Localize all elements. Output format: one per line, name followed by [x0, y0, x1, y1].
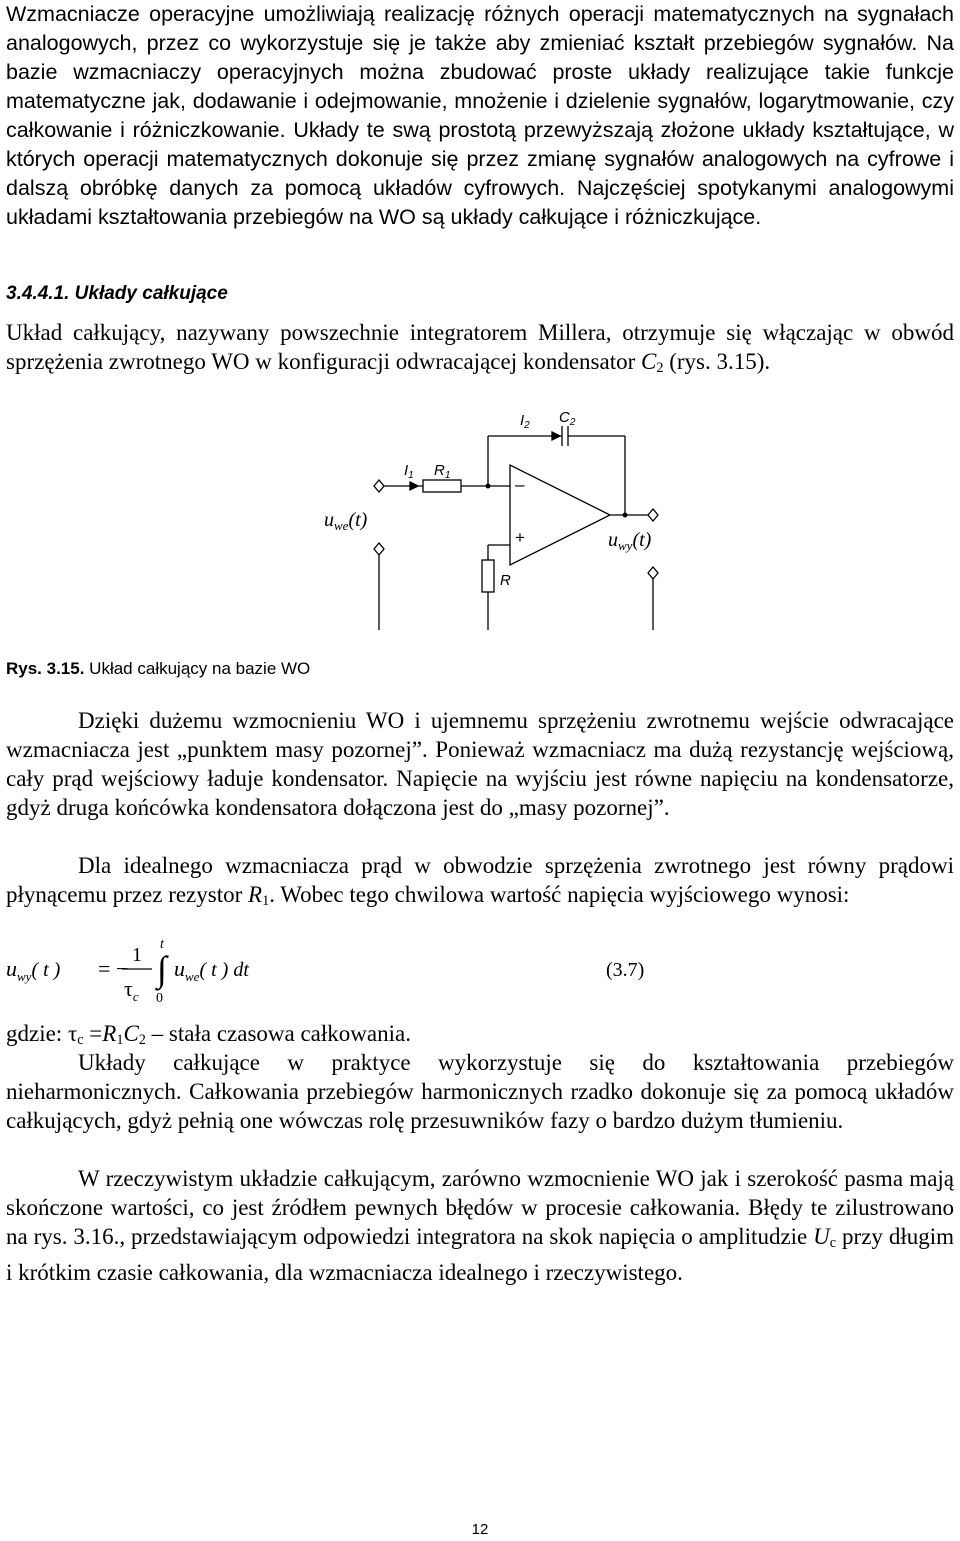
resistor-r	[482, 560, 494, 592]
formula-numerator: 1	[132, 944, 142, 966]
integrator-circuit-diagram	[324, 408, 710, 638]
tau-subscript: c	[77, 1032, 84, 1048]
where-text-a: gdzie: τ	[6, 1021, 78, 1046]
where-capacitor-subscript: 2	[138, 1032, 146, 1048]
figure-caption	[6, 659, 310, 679]
formula-lhs: $u_{wy}$( t )	[6, 956, 61, 984]
capacitor-symbol: C	[641, 349, 657, 374]
formula-equals: =	[98, 956, 111, 981]
capacitor-subscript: 2	[656, 360, 664, 376]
page-number: 12	[471, 1521, 489, 1538]
label-input-voltage: $u_{we}(t)$	[324, 509, 368, 533]
resistor-symbol: R	[248, 882, 263, 907]
current-i1-arrow	[410, 482, 418, 490]
section-heading: 3.4.4.1. Układy całkujące	[6, 283, 228, 304]
real-integrator-paragraph	[6, 1164, 954, 1287]
amplitude-subscript: c	[829, 1235, 837, 1251]
input-ground-terminal	[374, 543, 384, 555]
label-c2: $C_2$	[559, 409, 576, 428]
output-node	[623, 513, 627, 517]
inverting-sign: –	[515, 475, 525, 494]
op-amp-triangle	[510, 465, 610, 565]
integrator-formula	[6, 938, 706, 1008]
figure-reference: (rys. 3.15).	[663, 349, 771, 374]
equation-number: (3.7)	[606, 959, 645, 981]
where-text-d: – stała czasowa całkowania.	[145, 1021, 411, 1046]
current-i2-arrow	[552, 432, 560, 440]
input-terminal	[374, 480, 384, 492]
label-r: R	[500, 572, 511, 589]
integrator-intro-text: Układ całkujący, nazywany powszechnie integratorem Millera, otrzymuje się włączając w obwód sprzężenia zwrotnego WO w konfiguracji odwracającej kondensator	[6, 320, 954, 374]
output-ground-terminal	[648, 567, 658, 579]
integral-upper-limit: t	[160, 937, 164, 952]
noninverting-sign: +	[515, 528, 525, 547]
intro-paragraph: Wzmacniacze operacyjne umożliwiają realizację różnych operacji matematycznych na sygnałach analogowych, przez co wykorzystuje się je także aby zmieniać kształt przebiegów sygnałów. Na bazie wzmacniaczy operacyjnych można zbudować proste układy realizujące takie funkcje matematyczne jak, dodawanie i odejmowanie, mnożenie i dzielenie sygnałów, logarytmowanie, czy całkowanie i różniczkowanie. Układy te swą prostotą przewyższają złożone układy kształtujące, w których operacji matematycznych dokonuje się przez zmianę sygnałów analogowych na cyfrowe i dalszą obróbkę danych za pomocą układów cyfrowych. Najczęściej spotykanymi analogowymi układami kształtowania przebiegów na WO są układy całkujące i różniczkujące.	[6, 2, 954, 229]
real-text-a: W rzeczywistym układzie całkującym, zarówno wzmocnienie WO jak i szerokość pasma mają skończone wartości, co jest źródłem pewnych błędów w procesie całkowania. Błędy te zilustrowano na rys. 3.16., przedstawiającym odpowiedzi integratora na skok napięcia o amplitudzie	[6, 1166, 954, 1249]
formula-integrand: $u_{we}$( t ) dt	[174, 956, 249, 984]
caption-label: Rys. 3.15.	[6, 659, 85, 678]
where-resistor-subscript: 1	[116, 1032, 124, 1048]
formula-minus: −	[116, 956, 129, 981]
caption-text: Układ całkujący na bazie WO	[84, 659, 311, 678]
ideal-text-a: Dla idealnego wzmacniacza prąd w obwodzie sprzężenia zwrotnego jest równy prądowi płynącemu przez rezystor	[6, 853, 954, 907]
ideal-text-b: . Wobec tego chwilowa wartość napięcia wyjściowego wynosi:	[269, 882, 850, 907]
where-resistor-symbol: R	[102, 1021, 117, 1046]
virtual-ground-paragraph: Dzięki dużemu wzmocnieniu WO i ujemnemu sprzężeniu zwrotnemu wejście odwracające wzmacniacza jest „punktem masy pozornej”. Ponieważ wzmacniacz ma dużą rezystancję wejściową, cały prąd wejściowy ładuje kondensator. Napięcie na wyjściu jest równe napięciu na kondensatorze, gdyż druga końcówka kondensatora dołączona jest do „masy pozornej”.	[6, 708, 954, 820]
practice-paragraph: Układy całkujące w praktyce wykorzystuje się do kształtowania przebiegów nieharmonicznych. Całkowania przebiegów harmonicznych rzadko dokonuje się za pomocą układów całkujących, gdyż pełnią one wówczas rolę przesuwników fazy o bardzo dużym tłumieniu.	[6, 1050, 954, 1133]
label-i1: $I_1$	[404, 462, 414, 481]
label-r1: $R_1$	[434, 462, 451, 481]
resistor-subscript: 1	[262, 893, 270, 909]
formula-denominator: $\tau_c$	[124, 976, 139, 1004]
output-terminal	[648, 509, 658, 521]
resistor-r1	[423, 480, 461, 492]
ideal-amplifier-paragraph	[6, 851, 954, 916]
where-capacitor-symbol: C	[123, 1021, 139, 1046]
where-equals: =	[83, 1021, 103, 1046]
integrator-intro-paragraph	[6, 318, 954, 383]
label-output-voltage: $u_{wy}(t)$	[608, 529, 652, 553]
label-i2: $I_2$	[520, 412, 530, 431]
integral-sign: ∫	[157, 949, 167, 989]
integral-lower-limit: 0	[156, 991, 163, 1006]
amplitude-symbol: U	[813, 1224, 830, 1249]
real-text-b: przy długim i krótkim czasie całkowania, dla wzmacniacza idealnego i rzeczywistego.	[6, 1224, 954, 1285]
